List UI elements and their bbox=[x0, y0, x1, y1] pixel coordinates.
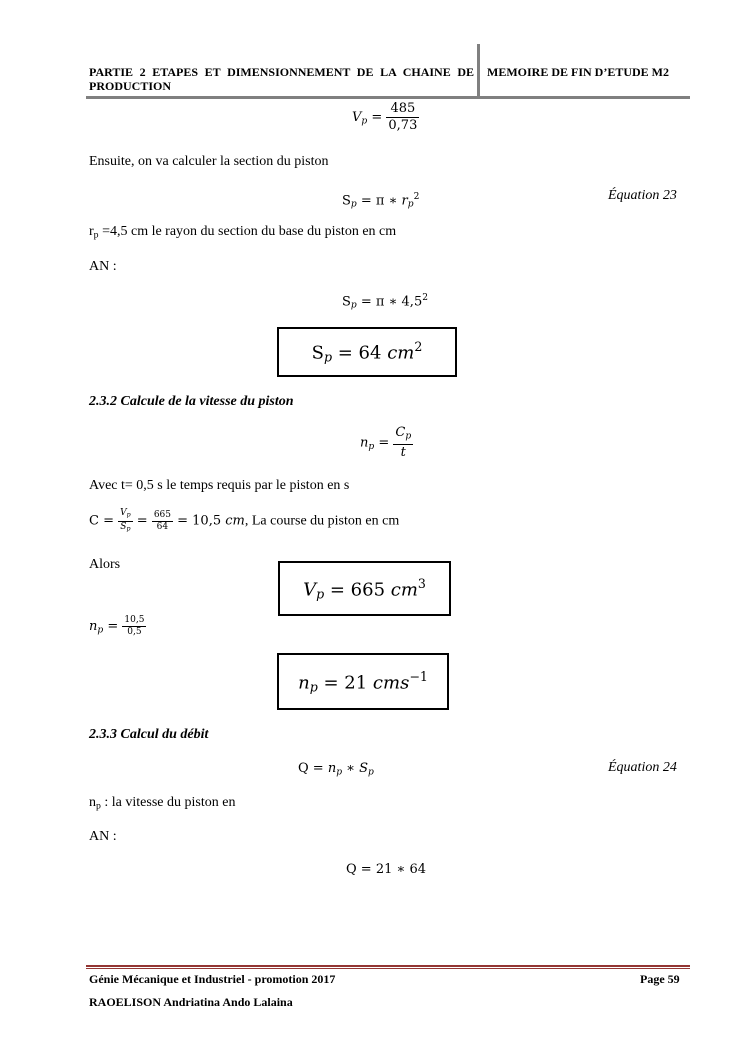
vp-denominator: 0,73 bbox=[388, 118, 418, 133]
box-vp-sub: p bbox=[316, 586, 325, 602]
c-sp: S bbox=[120, 521, 127, 532]
np-desc-sub: p bbox=[96, 800, 101, 812]
eq24-n-sub: p bbox=[336, 767, 343, 778]
c-symbol: C = bbox=[89, 513, 119, 529]
avec-line: Avec t= 0,5 s le temps requis par le piston en s bbox=[89, 478, 350, 493]
sp-calc-symbol: S bbox=[342, 294, 351, 310]
eq24-s-sub: p bbox=[368, 767, 374, 778]
np-calc-fraction bbox=[122, 615, 146, 638]
t-symbol: t bbox=[400, 445, 406, 461]
c-description: , La course du piston en cm bbox=[244, 513, 400, 529]
np-fraction bbox=[393, 425, 413, 461]
rp-definition bbox=[89, 224, 396, 243]
np-calc-den: 0,5 bbox=[127, 627, 142, 637]
665-64-fraction bbox=[152, 510, 173, 533]
np-calc-symbol: n bbox=[89, 619, 98, 634]
box-vp-value: = 665 bbox=[324, 579, 391, 601]
alors-label: Alors bbox=[89, 557, 121, 572]
equation-23-label: Équation 23 bbox=[608, 188, 677, 203]
footer-author: RAOELISON Andriatina Ando Lalaina bbox=[89, 995, 293, 1009]
q-symbol: Q = bbox=[298, 761, 328, 776]
np-desc-text: : la vitesse du piston en bbox=[100, 795, 236, 810]
sp-calc-rhs: = π ∗ 4,5 bbox=[356, 294, 423, 310]
r-sub: p bbox=[407, 199, 414, 210]
footer-page-number: Page 59 bbox=[640, 972, 680, 986]
result-box-np bbox=[277, 653, 449, 710]
rp-r: r bbox=[89, 224, 94, 239]
box-sp-symbol: S bbox=[311, 342, 324, 364]
result-box-vp bbox=[278, 561, 451, 616]
vp-sp-fraction bbox=[118, 508, 133, 534]
header-document-title: MEMOIRE DE FIN D’ETUDE M2 bbox=[487, 65, 669, 79]
eq24-s: S bbox=[359, 761, 369, 776]
box-vp-symbol: V bbox=[303, 579, 317, 601]
footer-rule-thick bbox=[86, 965, 690, 967]
np-calc-num: 10,5 bbox=[124, 615, 145, 625]
cp-sub: p bbox=[405, 431, 412, 442]
equation-24-label: Équation 24 bbox=[608, 760, 677, 775]
c-f2-den: 64 bbox=[156, 521, 169, 532]
cp-symbol: C bbox=[395, 425, 406, 440]
np-calc-eq: = bbox=[103, 619, 123, 634]
c-vp: V bbox=[120, 508, 127, 518]
sp-sub: p bbox=[350, 199, 357, 210]
box-np-sup: −1 bbox=[409, 668, 428, 684]
vp-eq-sign: = bbox=[371, 110, 383, 125]
header-divider bbox=[477, 44, 480, 99]
vp-equation bbox=[352, 101, 419, 134]
result-np bbox=[298, 669, 428, 695]
np-eq-sign: = bbox=[374, 435, 394, 451]
box-sp-unit: cm bbox=[387, 342, 415, 364]
c-vp-sub: p bbox=[126, 511, 131, 519]
sp-calculation bbox=[342, 290, 428, 314]
r-symbol: r bbox=[401, 193, 408, 209]
box-np-value: = 21 bbox=[317, 672, 373, 694]
c-sp-sub: p bbox=[126, 525, 131, 533]
heading-2-3-3: 2.3.3 Calcul du débit bbox=[89, 727, 209, 742]
result-vp bbox=[303, 576, 426, 602]
box-np-sub: p bbox=[309, 679, 318, 695]
an-label-2: AN : bbox=[89, 829, 117, 844]
course-line bbox=[89, 508, 399, 534]
result-box-sp bbox=[277, 327, 457, 377]
np-description bbox=[89, 795, 235, 814]
sp-calc-sup: 2 bbox=[422, 293, 429, 303]
header-chapter-title: PARTIE 2 ETAPES ET DIMENSIONNEMENT DE LA CHAINE DE PRODUCTION bbox=[89, 65, 474, 93]
eq23-mid: = π ∗ bbox=[356, 193, 402, 209]
box-vp-unit: cm bbox=[390, 579, 418, 601]
box-np-unit: cms bbox=[372, 672, 410, 694]
sp-symbol: S bbox=[342, 193, 351, 209]
np-equation bbox=[360, 425, 413, 461]
np-desc-n: n bbox=[89, 795, 96, 810]
box-vp-sup: 3 bbox=[417, 575, 426, 591]
footer-program: Génie Mécanique et Industriel - promotion 2017 bbox=[89, 972, 336, 986]
an-label-1: AN : bbox=[89, 259, 117, 274]
c-value: = 10,5 bbox=[173, 513, 226, 529]
vp-numerator: 485 bbox=[386, 101, 419, 118]
eq24-n: n bbox=[327, 761, 337, 776]
np-sub: p bbox=[368, 441, 375, 452]
sp-calc-sub: p bbox=[350, 300, 357, 311]
heading-2-3-2: 2.3.2 Calcule de la vitesse du piston bbox=[89, 394, 294, 409]
vp-fraction bbox=[386, 101, 419, 134]
header-rule bbox=[86, 96, 690, 99]
box-sp-value: = 64 bbox=[332, 342, 388, 364]
np-symbol: n bbox=[360, 435, 369, 451]
equation-23 bbox=[342, 189, 419, 213]
c-eq: = bbox=[132, 513, 152, 529]
footer-rule-thin bbox=[86, 968, 690, 969]
equation-24 bbox=[298, 761, 374, 780]
q-calculation: Q = 21 ∗ 64 bbox=[346, 862, 426, 877]
eq24-mid: ∗ bbox=[342, 761, 360, 776]
vp-sub: p bbox=[361, 116, 368, 127]
box-sp-sup: 2 bbox=[414, 339, 423, 355]
box-np-symbol: n bbox=[298, 672, 310, 694]
rp-sub: p bbox=[93, 229, 99, 241]
r-sup: 2 bbox=[413, 192, 420, 202]
paragraph-section-intro: Ensuite, on va calculer la section du piston bbox=[89, 154, 329, 169]
vp-symbol: V bbox=[352, 110, 362, 125]
c-unit: cm bbox=[225, 513, 245, 529]
box-sp-sub: p bbox=[323, 349, 333, 365]
np-calc-sub: p bbox=[97, 625, 104, 636]
rp-text: =4,5 cm le rayon du section du base du piston en cm bbox=[98, 224, 397, 239]
np-calculation bbox=[89, 615, 146, 638]
result-sp bbox=[312, 339, 423, 365]
c-f2-num: 665 bbox=[153, 509, 171, 520]
